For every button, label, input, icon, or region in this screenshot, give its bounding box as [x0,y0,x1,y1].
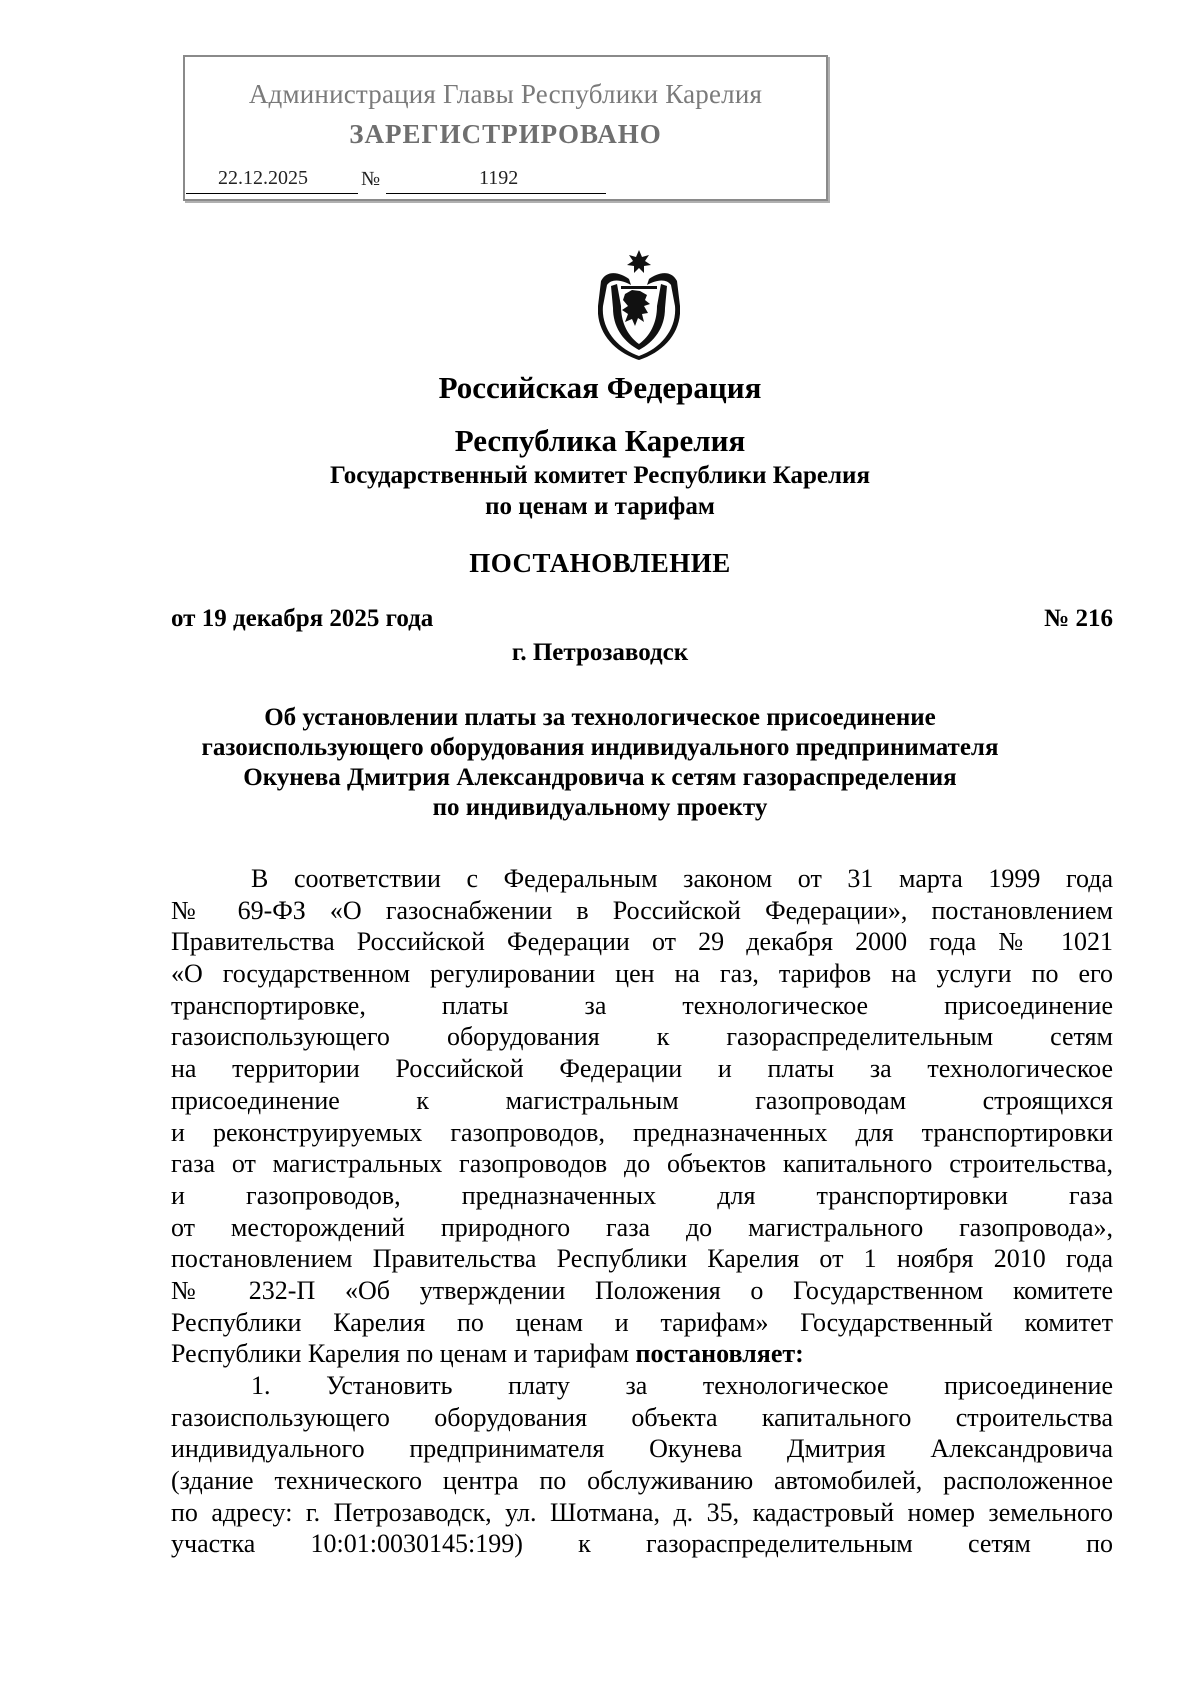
document-date: от 19 декабря 2025 года [171,605,434,632]
preamble-line: Правительства Российской Федерации от 29 декабря 2000 года № 1021 [171,927,1113,957]
republic-heading: Республика Карелия [454,423,746,458]
preamble-line: присоединение к магистральным газопроводам строящихся [171,1085,1113,1115]
registration-date-field [186,165,358,194]
document-title-line: по индивидуальному проекту [432,794,768,821]
item1-line: индивидуального предпринимателя Окунева Дмитрия Александровича [171,1434,1113,1464]
document-title-line: газоиспользующего оборудования индивидуального предпринимателя [201,734,999,761]
preamble-line: № 232-П «Об утверждении Положения о Государственном комитете [171,1275,1113,1305]
document-type: ПОСТАНОВЛЕНИЕ [469,548,731,578]
registration-number: 1192 [479,167,519,189]
country-heading: Российская Федерация [438,370,762,405]
document-title-line: Об установлении платы за технологическое присоединение [264,704,936,731]
preamble-line: газа от магистральных газопроводов до объектов капитального строительства, [171,1149,1113,1179]
registration-number-sign: № [361,168,381,190]
preamble-line: газоиспользующего оборудования к газораспределительным сетям [171,1022,1113,1052]
document-body [171,863,1113,1560]
item1-line: (здание технического центра по обслуживанию автомобилей, расположенное [171,1466,1113,1496]
committee-heading-line2: по ценам и тарифам [485,493,715,520]
document-number: № 216 [1044,605,1113,632]
decree-word: постановляет: [635,1339,804,1369]
karelia-coat-of-arms-icon [598,248,680,360]
preamble-line: В соответствии с Федеральным законом от 31 марта 1999 года [251,864,1113,893]
registration-date: 22.12.2025 [218,167,308,189]
document-city: г. Петрозаводск [511,639,689,666]
item1-line: по адресу: г. Петрозаводск, ул. Шотмана, д. 35, кадастровый номер земельного [171,1497,1113,1527]
preamble-line: «О государственном регулировании цен на газ, тарифов на услуги по его [171,959,1113,989]
document-title [0,703,1200,823]
document-title-line: Окунева Дмитрия Александровича к сетям газораспределения [243,764,957,791]
preamble-line: № 69-ФЗ «О газоснабжении в Российской Федерации», постановлением [171,895,1113,925]
preamble-line: на территории Российской Федерации и платы за технологическое [171,1054,1113,1084]
committee-heading: Государственный комитет Республики Карелия [330,462,870,489]
item1-line: газоиспользующего оборудования объекта капитального строительства [171,1402,1113,1432]
preamble-line: постановлением Правительства Республики Карелия от 1 ноября 2010 года [171,1244,1113,1274]
preamble-last-line [171,1338,1113,1370]
preamble-line: Республики Карелия по ценам и тарифам» Государственный комитет [171,1307,1113,1337]
preamble-last-text: Республики Карелия по ценам и тарифам [171,1339,636,1369]
preamble-line: и газопроводов, предназначенных для транспортировки газа [171,1180,1113,1210]
registration-number-field [386,165,606,194]
item1-line: 1. Установить плату за технологическое присоединение [251,1371,1113,1400]
preamble-line: от месторождений природного газа до магистрального газопровода», [171,1212,1113,1242]
preamble-line: транспортировке, платы за технологическое присоединение [171,990,1113,1020]
item1-line: участка 10:01:0030145:199) к газораспределительным сетям по [171,1529,1113,1559]
registration-authority: Администрация Главы Республики Карелия [248,79,763,109]
preamble-line: и реконструируемых газопроводов, предназначенных для транспортировки [171,1117,1113,1147]
registration-status: ЗАРЕГИСТРИРОВАНО [349,119,662,149]
